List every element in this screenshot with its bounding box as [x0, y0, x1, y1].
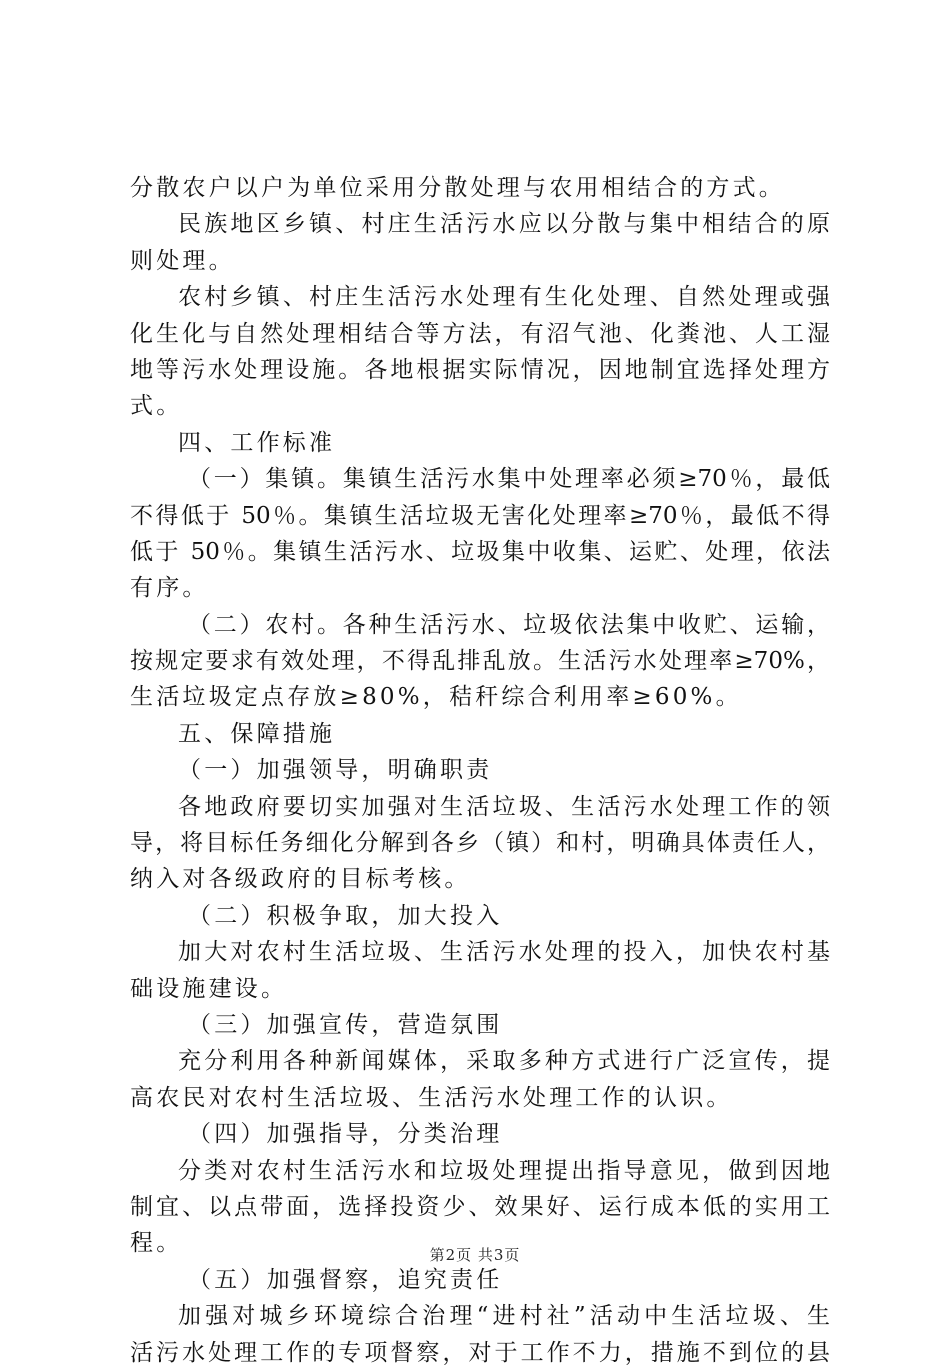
text-line: 导，将目标任务细化分解到各乡（镇）和村，明确具体责任人， — [130, 830, 830, 857]
document-body — [130, 170, 830, 1371]
text-line: 础设施建设。 — [130, 975, 288, 1002]
text-line: 分类对农村生活污水和垃圾处理提出指导意见，做到因地 — [178, 1157, 830, 1184]
text-line: 化生化与自然处理相结合等方法，有沼气池、化粪池、人工湿 — [130, 320, 830, 347]
section-heading: 五、保障措施 — [178, 720, 336, 747]
text-line: 纳入对各级政府的目标考核。 — [130, 866, 471, 893]
text-line: 有序。 — [130, 575, 209, 602]
text-line: 各地政府要切实加强对生活垃圾、生活污水处理工作的领 — [178, 793, 830, 820]
text-line: （二）农村。各种生活污水、垃圾依法集中收贮、运输， — [188, 611, 830, 638]
text-line: 民族地区乡镇、村庄生活污水应以分散与集中相结合的原 — [178, 211, 830, 238]
subsection-heading: （三）加强宣传，营造氛围 — [188, 1011, 503, 1038]
text-line: 低于 50％。集镇生活污水、垃圾集中收集、运贮、处理，依法 — [130, 538, 830, 565]
text-line: 农村乡镇、村庄生活污水处理有生化处理、自然处理或强 — [178, 284, 830, 311]
text-line: 生活垃圾定点存放≥80%，秸秆综合利用率≥60%。 — [130, 684, 742, 711]
text-line: 制宜、以点带面，选择投资少、效果好、运行成本低的实用工 — [130, 1193, 830, 1220]
text-line: 充分利用各种新闻媒体，采取多种方式进行广泛宣传，提 — [178, 1048, 830, 1075]
subsection-heading: （一）加强领导，明确职责 — [178, 757, 493, 784]
section-heading: 四、工作标准 — [178, 429, 336, 456]
subsection-heading: （四）加强指导，分类治理 — [188, 1121, 503, 1148]
text-line: 则处理。 — [130, 247, 235, 274]
text-line: 活污水处理工作的专项督察，对于工作不力，措施不到位的县 — [130, 1339, 830, 1366]
text-line: 按规定要求有效处理，不得乱排乱放。生活污水处理率≥70%， — [130, 648, 830, 675]
text-line: 程。 — [130, 1230, 183, 1257]
page-footer: 第2页 共3页 — [429, 1246, 521, 1264]
text-line: 地等污水处理设施。各地根据实际情况，因地制宜选择处理方 — [130, 356, 830, 383]
text-line: 不得低于 50％。集镇生活垃圾无害化处理率≥70％，最低不得 — [130, 502, 830, 529]
text-line: 高农民对农村生活垃圾、生活污水处理工作的认识。 — [130, 1084, 733, 1111]
text-line: （一）集镇。集镇生活污水集中处理率必须≥70％，最低 — [188, 466, 830, 493]
text-line: 加大对农村生活垃圾、生活污水处理的投入，加快农村基 — [178, 939, 830, 966]
subsection-heading: （五）加强督察，追究责任 — [188, 1266, 503, 1293]
text-line: 加强对城乡环境综合治理“进村社”活动中生活垃圾、生 — [178, 1303, 830, 1330]
text-line: 式。 — [130, 393, 183, 420]
text-line: 分散农户以户为单位采用分散处理与农用相结合的方式。 — [130, 175, 785, 201]
subsection-heading: （二）积极争取，加大投入 — [188, 902, 503, 929]
